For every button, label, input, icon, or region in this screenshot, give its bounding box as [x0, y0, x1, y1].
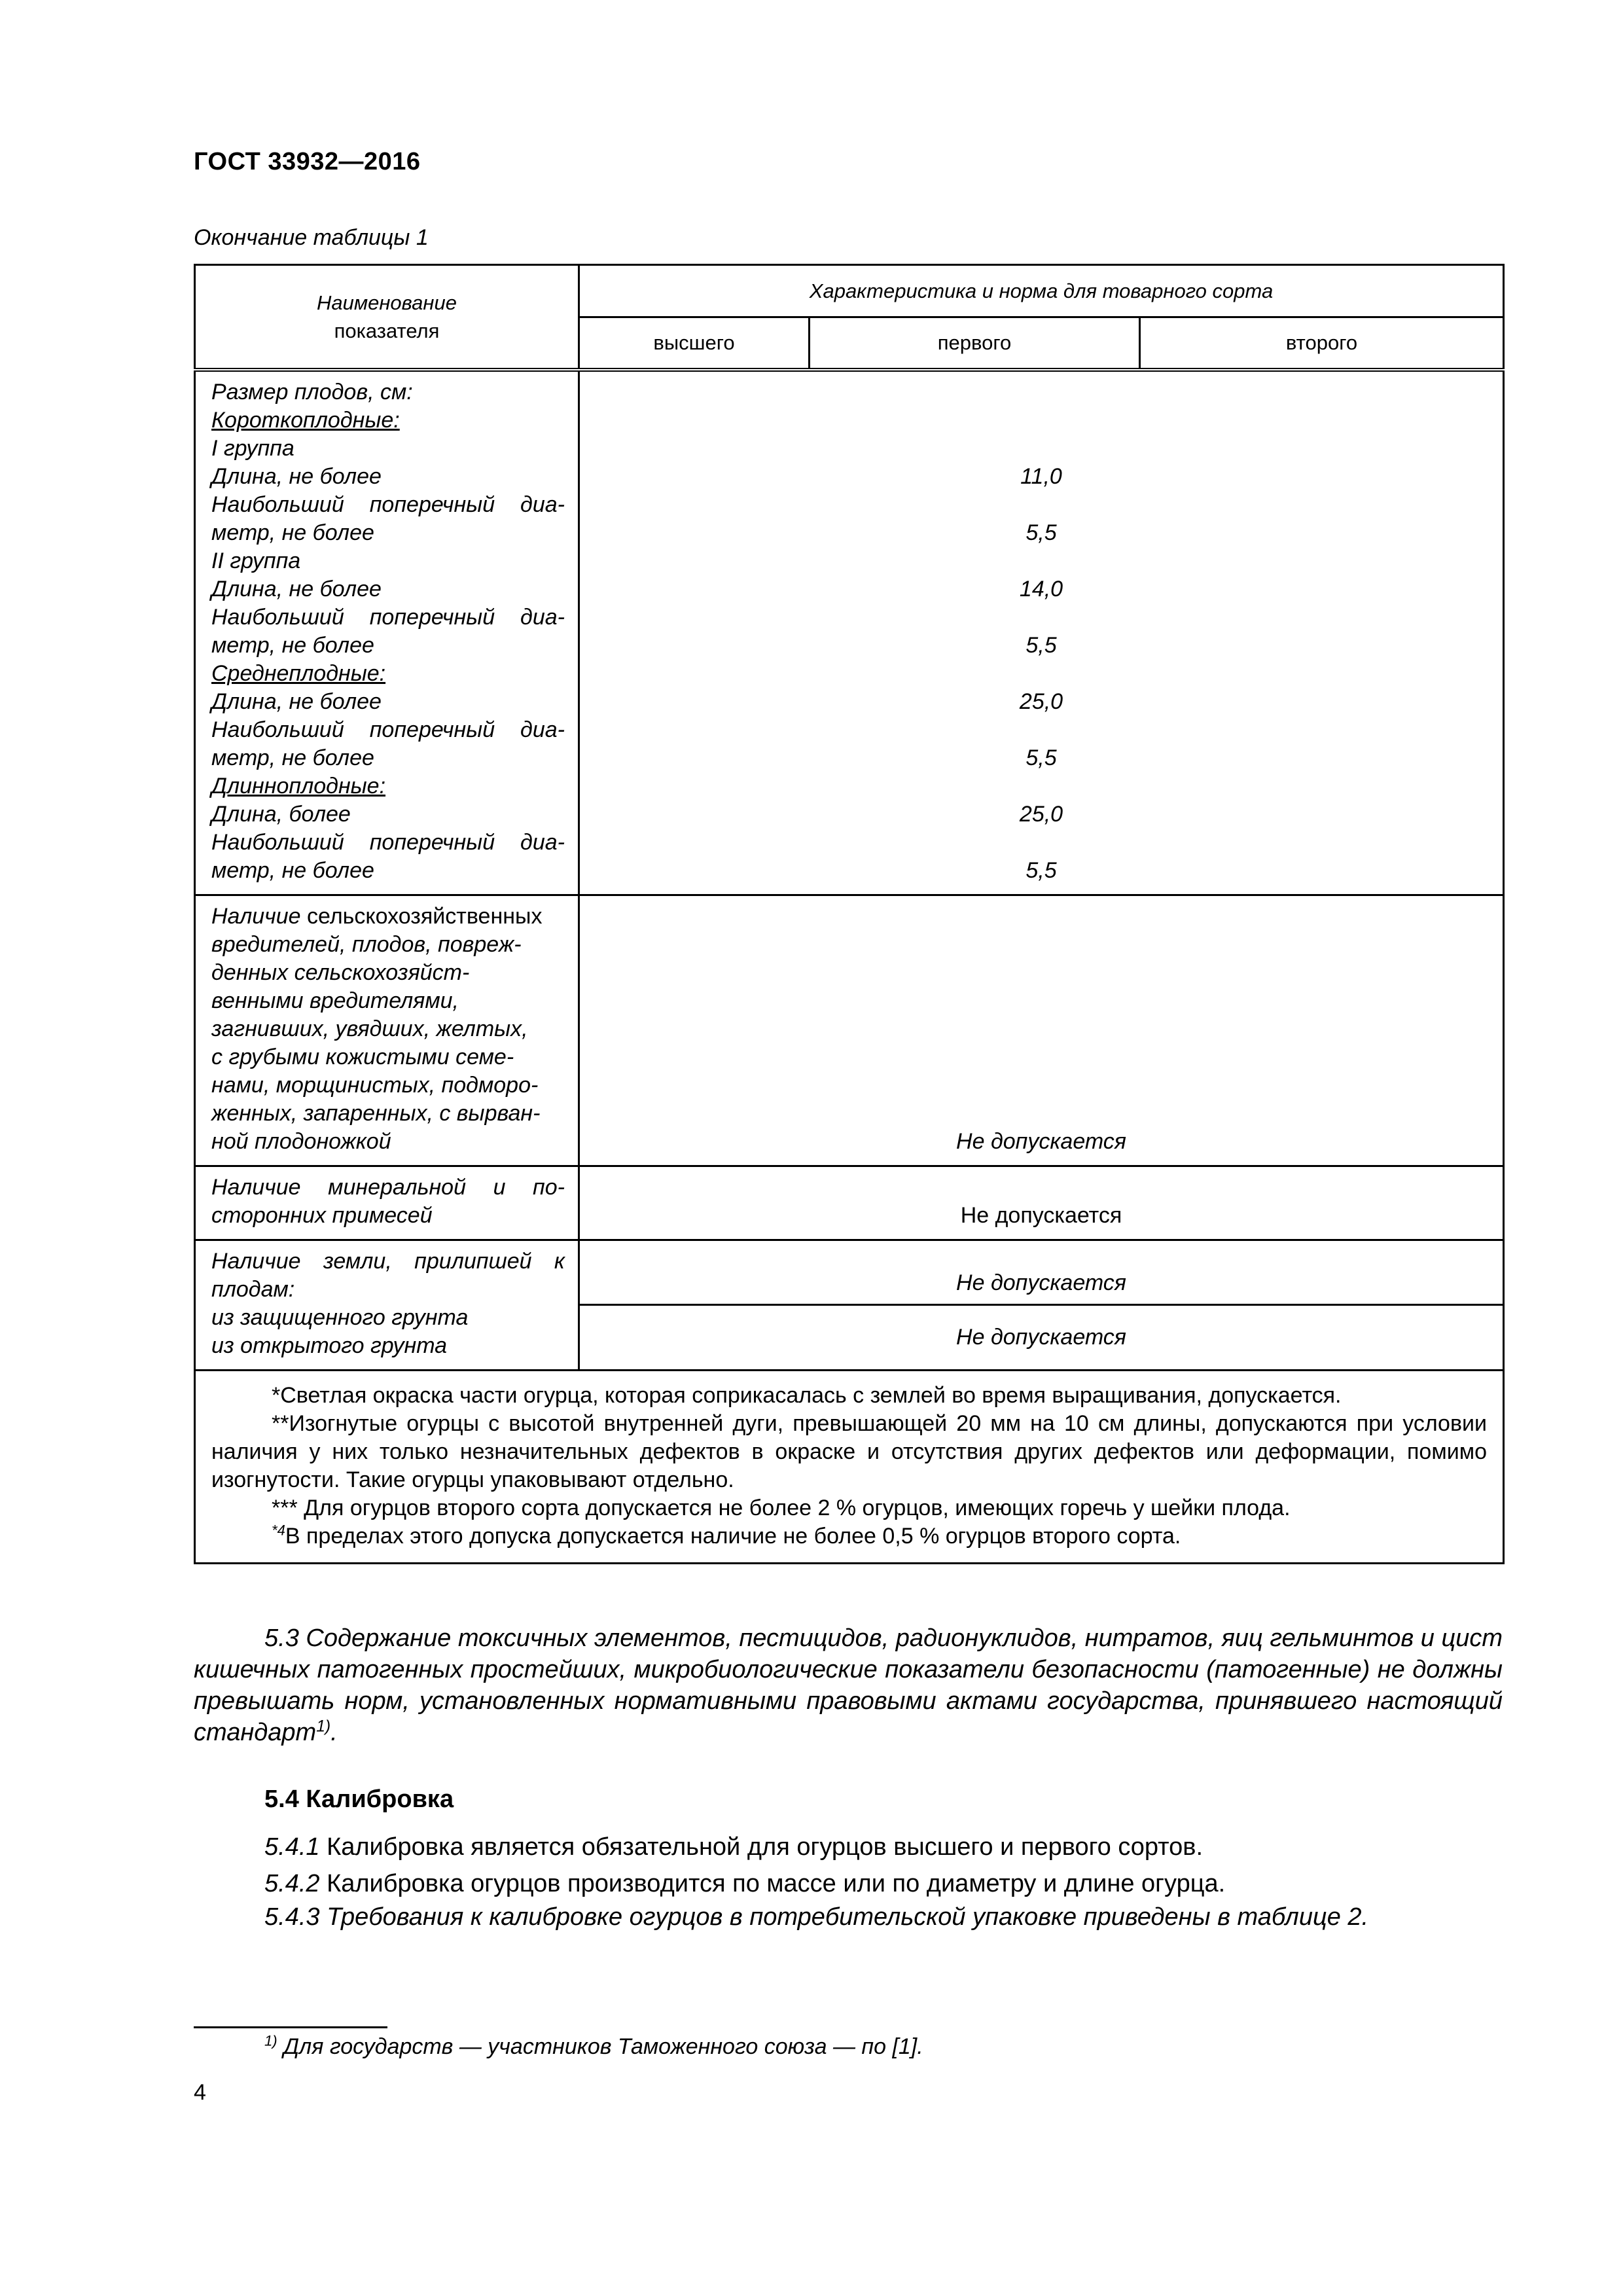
clause-text: Калибровка огурцов производится по массе или по диаметру и длине огурца.: [319, 1870, 1226, 1897]
size-line: Наибольший поперечный диа-: [211, 829, 565, 855]
footnote-text: Для государств — участников Таможенного союза — по [1].: [277, 2034, 923, 2059]
clause-number: 5.4.2: [264, 1870, 320, 1897]
mineral-line: Наличие минеральной и по-: [211, 1174, 565, 1200]
table-note: [211, 1522, 1487, 1551]
table-row-pests: [195, 895, 1504, 1166]
soil-indicator-cell: [195, 1240, 579, 1370]
table-row-size: [195, 370, 1504, 895]
size-values-cell: [579, 370, 1504, 895]
page-number: 4: [194, 2080, 206, 2105]
size-value: 25,0: [1019, 801, 1063, 827]
paragraph-5-4-1: [194, 1831, 1503, 1863]
section-title-5-4: 5.4 Калибровка: [264, 1785, 454, 1813]
soil-protected-value: Не допускается: [956, 1270, 1126, 1295]
paragraph-5-4-3: 5.4.3 Требования к калибровке огурцов в потребительской упаковке приведены в таблице 2.: [264, 1903, 1369, 1931]
pests-value: Не допускается: [956, 1128, 1126, 1154]
clause-text: Калибровка является обязательной для огурцов высшего и первого сортов.: [319, 1833, 1204, 1861]
pests-line: венными вредителями,: [211, 988, 459, 1013]
column-header-name-line1: Наименование: [317, 291, 457, 314]
requirements-table: [194, 264, 1505, 1564]
size-value: 11,0: [1020, 463, 1062, 489]
pests-line: женных, запаренных, с вырван-: [211, 1100, 541, 1126]
grade-header-second: второго: [1140, 317, 1504, 370]
size-line: Наибольший поперечный диа-: [211, 604, 565, 630]
clause-number: 5.4.1: [264, 1833, 320, 1861]
table-note: *** Для огурцов второго сорта допускается не более 2 % огурцов, имеющих горечь у шейки плода.: [272, 1495, 1291, 1520]
size-value: 25,0: [1019, 689, 1063, 714]
size-value: [580, 660, 1503, 688]
size-subheading: Среднеплодные:: [211, 660, 386, 686]
size-subheading: Длинноплодные:: [211, 773, 386, 798]
pests-line: вредителей, плодов, повреж-: [211, 931, 522, 957]
table-notes: [195, 1370, 1504, 1563]
soil-line: из защищенного грунта: [211, 1304, 469, 1330]
column-header-name-line2: показателя: [334, 319, 440, 342]
size-line: метр, не более: [211, 857, 374, 883]
size-line: метр, не более: [211, 632, 374, 658]
size-value: [580, 603, 1503, 632]
size-value: [580, 829, 1503, 857]
size-value: [580, 491, 1503, 519]
mineral-value: Не допускается: [960, 1202, 1122, 1228]
mineral-indicator-cell: [195, 1166, 579, 1240]
pests-line: загнивших, увядших, желтых,: [211, 1016, 528, 1041]
column-header-name: [195, 265, 579, 370]
size-value: [580, 435, 1503, 463]
footnote-mark: 1): [264, 2032, 277, 2049]
table-row-notes: [195, 1370, 1504, 1563]
size-line: метр, не более: [211, 745, 374, 770]
size-line: I группа: [211, 435, 294, 461]
grade-group-header: Характеристика и норма для товарного сорта: [579, 265, 1504, 317]
size-line: II группа: [211, 548, 301, 573]
size-line: Длина, не более: [211, 576, 382, 601]
paragraph-5-3-text: 5.3 Содержание токсичных элементов, пестицидов, радионуклидов, нитратов, яиц гельминтов и цист кишечных патогенных простейших, микробиологические показатели безопасности (патогенные) не должны превышать норм, установленных нормативными правовыми актами государства, принявшего настоящий стандарт: [194, 1624, 1503, 1746]
pests-line: Наличие сельскохозяйственных: [211, 903, 543, 929]
size-line: Длина, не более: [211, 463, 382, 489]
table-caption: Окончание таблицы 1: [194, 225, 429, 250]
pests-value-cell: [579, 895, 1504, 1166]
size-indicator-cell: [195, 370, 579, 895]
grade-header-highest: высшего: [579, 317, 810, 370]
soil-line: из открытого грунта: [211, 1333, 448, 1358]
size-line: Наибольший поперечный диа-: [211, 492, 565, 517]
size-subheading: Короткоплодные:: [211, 407, 400, 433]
size-value: [580, 406, 1503, 435]
note-mark: *4: [272, 1522, 285, 1539]
size-line: метр, не более: [211, 520, 374, 545]
pests-line: с грубыми кожистыми семе-: [211, 1044, 514, 1069]
size-line: Размер плодов, см:: [211, 379, 413, 404]
soil-open-value-cell: [579, 1305, 1504, 1371]
size-line: Длина, не более: [211, 689, 382, 714]
table-note-text: В пределах этого допуска допускается наличие не более 0,5 % огурцов второго сорта.: [285, 1523, 1181, 1549]
pests-line: ной плодоножкой: [211, 1128, 391, 1154]
paragraph-5-3: [194, 1623, 1503, 1748]
mineral-line: сторонних примесей: [211, 1202, 433, 1228]
size-value: [580, 547, 1503, 575]
table-note: **Изогнутые огурцы с высотой внутренней дуги, превышающей 20 мм на 10 см длины, допускаются при условии наличия у них только незначительных дефектов в окраске и отсутствия других дефектов или деформации, помимо изогнутости. Такие огурцы упаковывают отдельно.: [211, 1410, 1487, 1492]
size-value: 14,0: [1019, 576, 1063, 601]
table-row-mineral: [195, 1166, 1504, 1240]
table-row-soil: [195, 1240, 1504, 1305]
size-value: [580, 716, 1503, 744]
size-value: 5,5: [1026, 857, 1057, 883]
size-value: [580, 378, 1503, 406]
size-value: 5,5: [1026, 632, 1057, 658]
mineral-value-cell: [579, 1166, 1504, 1240]
soil-open-value: Не допускается: [956, 1324, 1126, 1350]
footnote-divider: [194, 2026, 387, 2028]
soil-line: Наличие земли, прилипшей к: [211, 1248, 565, 1274]
table-note: *Светлая окраска части огурца, которая соприкасалась с землей во время выращивания, допускается.: [272, 1382, 1342, 1408]
paragraph-5-4-2: [194, 1868, 1503, 1899]
pests-line: денных сельскохозяйст-: [211, 960, 470, 985]
grade-header-first: первого: [810, 317, 1140, 370]
pests-indicator-cell: [195, 895, 579, 1166]
paragraph-5-3-end: .: [330, 1719, 338, 1746]
soil-line: плодам:: [211, 1276, 295, 1302]
footnote-ref: 1): [316, 1717, 331, 1736]
pests-line: нами, морщинистых, подморо-: [211, 1072, 539, 1098]
size-line: Длина, более: [211, 801, 351, 827]
size-value: 5,5: [1026, 745, 1057, 770]
soil-protected-value-cell: [579, 1240, 1504, 1305]
size-line: Наибольший поперечный диа-: [211, 717, 565, 742]
size-value: 5,5: [1026, 520, 1057, 545]
footnote: [264, 2034, 923, 2060]
standard-code: ГОСТ 33932—2016: [194, 148, 421, 175]
size-value: [580, 772, 1503, 800]
